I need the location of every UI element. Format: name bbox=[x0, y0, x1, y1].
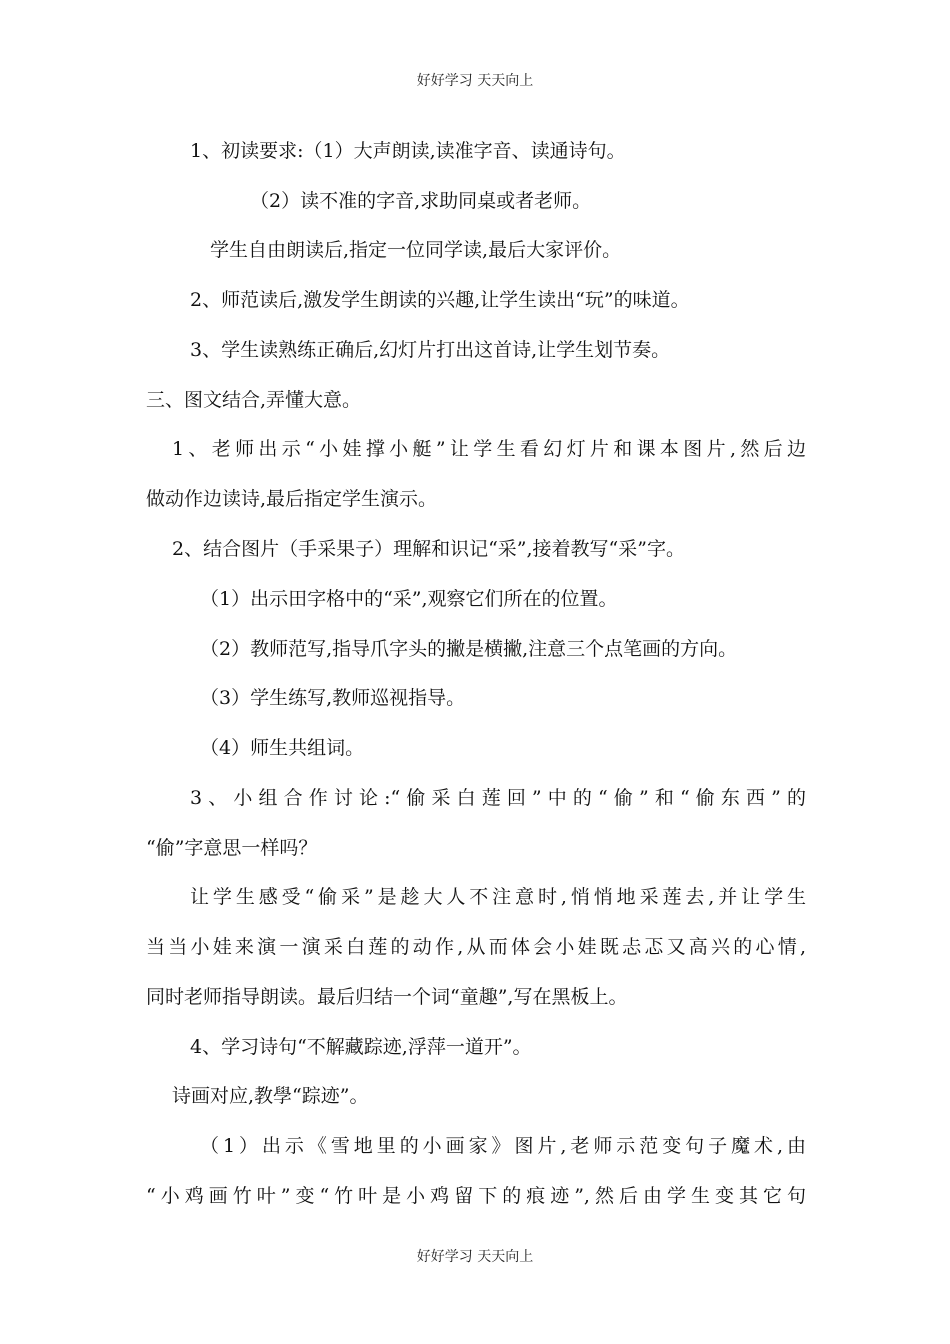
text-line-12: （3）学生练写,教师巡视指导。 bbox=[200, 687, 466, 709]
text-line-1: 1、初读要求:（1）大声朗读,读准字音、读通诗句。 bbox=[190, 140, 626, 162]
text-line-17: 当当小娃来演一演采白莲的动作,从而体会小娃既忐忑又高兴的心情, bbox=[146, 936, 806, 958]
text-line-14: 3、小组合作讨论:“偷采白莲回”中的“偷”和“偷东西”的 bbox=[190, 787, 806, 809]
text-line-5: 3、学生读熟练正确后,幻灯片打出这首诗,让学生划节奏。 bbox=[190, 339, 671, 361]
text-line-8: 做动作边读诗,最后指定学生演示。 bbox=[146, 488, 438, 510]
text-line-18: 同时老师指导朗读。最后归结一个词“童趣”,写在黑板上。 bbox=[146, 986, 628, 1008]
text-line-15: “偷”字意思一样吗？ bbox=[146, 837, 318, 859]
text-line-9: 2、结合图片（手采果子）理解和识记“采”,接着教写“采”字。 bbox=[172, 538, 685, 560]
text-line-21: （1）出示《雪地里的小画家》图片,老师示范变句子魔术,由 bbox=[200, 1135, 806, 1157]
text-line-16: 让学生感受“偷采”是趁大人不注意时,悄悄地采莲去,并让学生 bbox=[190, 886, 806, 908]
text-line-3: 学生自由朗读后,指定一位同学读,最后大家评价。 bbox=[210, 239, 622, 261]
text-line-10: （1）出示田字格中的“采”,观察它们所在的位置。 bbox=[200, 588, 618, 610]
text-line-7: 1、老师出示“小娃撑小艇”让学生看幻灯片和课本图片,然后边 bbox=[172, 438, 806, 460]
section-heading: 三、图文结合,弄懂大意。 bbox=[146, 389, 362, 411]
text-line-4: 2、师范读后,激发学生朗读的兴趣,让学生读出“玩”的味道。 bbox=[190, 289, 690, 311]
text-line-2: （2）读不准的字音,求助同桌或者老师。 bbox=[250, 190, 592, 212]
text-line-19: 4、学习诗句“不解藏踪迹,浮萍一道开”。 bbox=[190, 1036, 532, 1058]
page-footer: 好好学习 天天向上 bbox=[416, 1249, 534, 1265]
text-line-13: （4）师生共组词。 bbox=[200, 737, 365, 759]
text-line-22: “小鸡画竹叶”变“竹叶是小鸡留下的痕迹”,然后由学生变其它句 bbox=[146, 1185, 806, 1207]
page-header: 好好学习 天天向上 bbox=[416, 73, 534, 89]
text-line-20: 诗画对应,教學“踪迹”。 bbox=[172, 1085, 369, 1107]
text-line-11: （2）教师范写,指导爪字头的撇是横撇,注意三个点笔画的方向。 bbox=[200, 638, 738, 660]
